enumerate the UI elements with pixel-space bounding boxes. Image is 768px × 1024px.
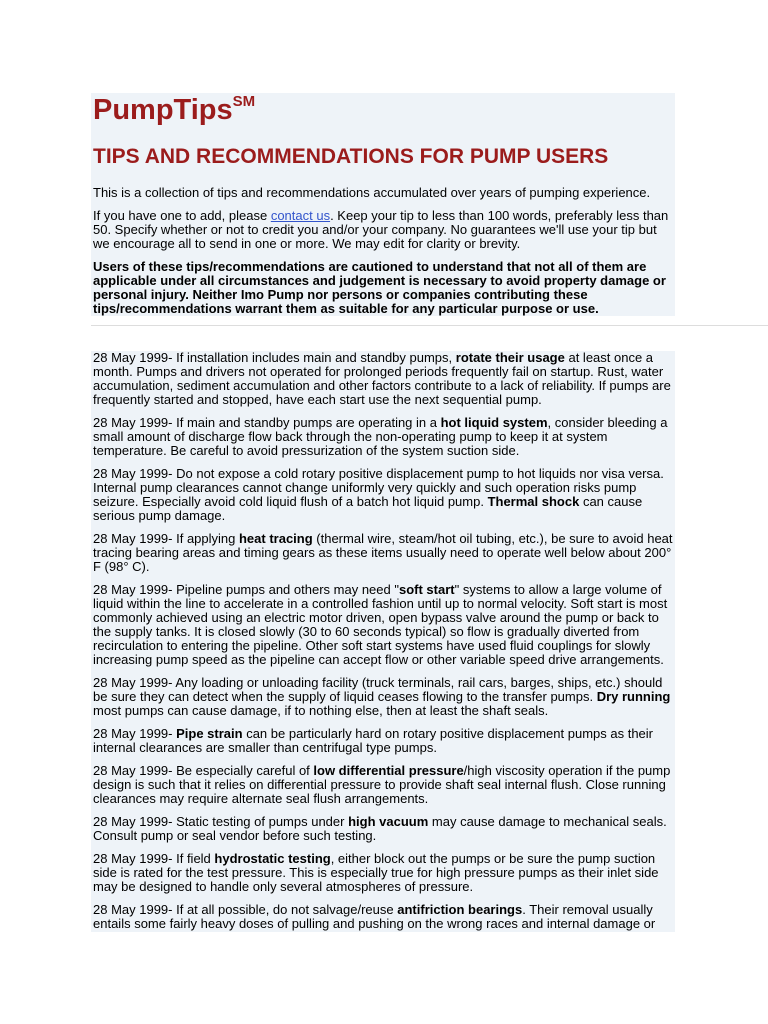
tip-text: 28 May 1999- Any loading or unloading facility (truck terminals, rail cars, barges, ships, etc.) should be sure they can detect when the supply of liquid ceases flowing to the transfer pumps. <box>93 675 663 704</box>
tip-keyword: Thermal shock <box>487 494 580 509</box>
brand-title <box>93 93 673 127</box>
tip-text: 28 May 1999- <box>93 726 177 741</box>
section-divider <box>91 325 768 326</box>
tip-text: (thermal wire, steam/hot oil tubing, etc.), be sure to avoid heat tracing bearing areas and timing gears as these items usually need to operate well below about 200° F (98° C). <box>93 531 673 574</box>
tip-keyword: antifriction bearings <box>397 902 523 917</box>
tip-keyword: heat tracing <box>238 531 313 546</box>
tip-text: 28 May 1999- If at all possible, do not salvage/reuse <box>93 902 398 917</box>
tip-text: 28 May 1999- If field <box>93 851 215 866</box>
tip-keyword: Pipe strain <box>176 726 243 741</box>
brand-name: PumpTips <box>93 94 233 126</box>
tip-text: , either block out the pumps or be sure the pump suction side is rated for the test pressure. This is especially true for high pressure pumps as their inlet side may be designed to handle only several atmospheres of pressure. <box>93 851 659 894</box>
tip-item <box>93 815 673 843</box>
intro-paragraph: This is a collection of tips and recommendations accumulated over years of pumping experience. <box>93 185 651 200</box>
tip-text: /high viscosity operation if the pump design is such that it relies on differential pressure to provide shaft seal internal flush. Close running clearances may require alternate seal flush arrangements. <box>93 763 671 806</box>
submission-paragraph <box>93 209 673 251</box>
tip-item <box>93 764 673 806</box>
tip-text: . Their removal usually entails some fairly heavy doses of pulling and pushing on the wrong races and internal damage or <box>93 902 656 931</box>
tip-keyword: soft start <box>398 582 455 597</box>
tip-text: " systems to allow a large volume of liquid within the line to accelerate in a controlled fashion until up to normal velocity. Soft start is most commonly achieved using an electric motor driven, open bypass valve around the pump or back to the supply tanks. It is closed slowly (30 to 60 seconds typical) so flow is gradually diverted from recirculation to entering the pipeline. Other soft start systems have used fluid couplings for slowly increasing pump speed as the pipeline can accept flow or other variable speed drive arrangements. <box>93 582 668 667</box>
tip-keyword: Dry running <box>596 689 671 704</box>
tip-item <box>93 852 673 894</box>
tips-list <box>91 351 675 932</box>
tip-keyword: high vacuum <box>348 814 429 829</box>
page-heading: TIPS AND RECOMMENDATIONS FOR PUMP USERS <box>93 145 609 168</box>
tip-item <box>93 583 673 667</box>
tip-text: 28 May 1999- Pipeline pumps and others may need " <box>93 582 399 597</box>
tip-text: can cause serious pump damage. <box>93 494 643 523</box>
tip-item <box>93 727 673 755</box>
tip-item <box>93 467 673 523</box>
intro-panel <box>91 93 675 316</box>
tip-text: 28 May 1999- If applying <box>93 531 239 546</box>
service-mark: SM <box>232 93 256 110</box>
tip-item <box>93 416 673 458</box>
tip-text: may cause damage to mechanical seals. Consult pump or seal vendor before such testing. <box>93 814 667 843</box>
tip-text: at least once a month. Pumps and drivers not operated for prolonged periods frequently fail on startup. Rust, water accumulation, sediment accumulation and other factors contribute to a lack of reliability. If pumps are frequently started and stopped, have each start use the next sequential pump. <box>93 351 671 407</box>
tip-keyword: rotate their usage <box>455 351 565 365</box>
submission-text-before: If you have one to add, please <box>93 208 271 223</box>
tip-text: 28 May 1999- If installation includes main and standby pumps, <box>93 351 456 365</box>
tip-text: 28 May 1999- Be especially careful of <box>93 763 314 778</box>
tip-text: 28 May 1999- Static testing of pumps under <box>93 814 349 829</box>
disclaimer-paragraph: Users of these tips/recommendations are cautioned to understand that not all of them are applicable under all circumstances and judgement is necessary to avoid property damage or personal injury. Neither Imo Pump nor persons or companies contributing these tips/recommendations warrant them as suitable for any particular purpose or use. <box>93 259 666 316</box>
tip-text: 28 May 1999- Do not expose a cold rotary positive displacement pump to hot liquids nor visa versa. Internal pump clearances cannot change uniformly very quickly and such operation risks pump seizure. Especially avoid cold liquid flush of a batch hot liquid pump. <box>93 466 664 509</box>
tip-text: can be particularly hard on rotary positive displacement pumps as their internal clearances are smaller than centrifugal type pumps. <box>93 726 654 755</box>
tip-text: , consider bleeding a small amount of discharge flow back through the non-operating pump to keep it at system temperature. Be careful to avoid pressurization of the system suction side. <box>93 415 668 458</box>
tip-item <box>93 676 673 718</box>
tip-keyword: hydrostatic testing <box>214 851 331 866</box>
tip-keyword: low differential pressure <box>313 763 464 778</box>
tip-item <box>93 351 673 407</box>
tip-item <box>93 903 673 931</box>
tip-keyword: hot liquid system <box>440 415 548 430</box>
tip-text: most pumps can cause damage, if to nothing else, then at least the shaft seals. <box>93 703 549 718</box>
tip-item <box>93 532 673 574</box>
contact-us-link[interactable]: contact us <box>270 208 331 223</box>
submission-text-after: . Keep your tip to less than 100 words, preferably less than 50. Specify whether or not to credit you and/or your company. No guarantees we'll use your tip but we encourage all to send in one or more. We may edit for clarity or brevity. <box>93 208 669 251</box>
tip-text: 28 May 1999- If main and standby pumps are operating in a <box>93 415 441 430</box>
